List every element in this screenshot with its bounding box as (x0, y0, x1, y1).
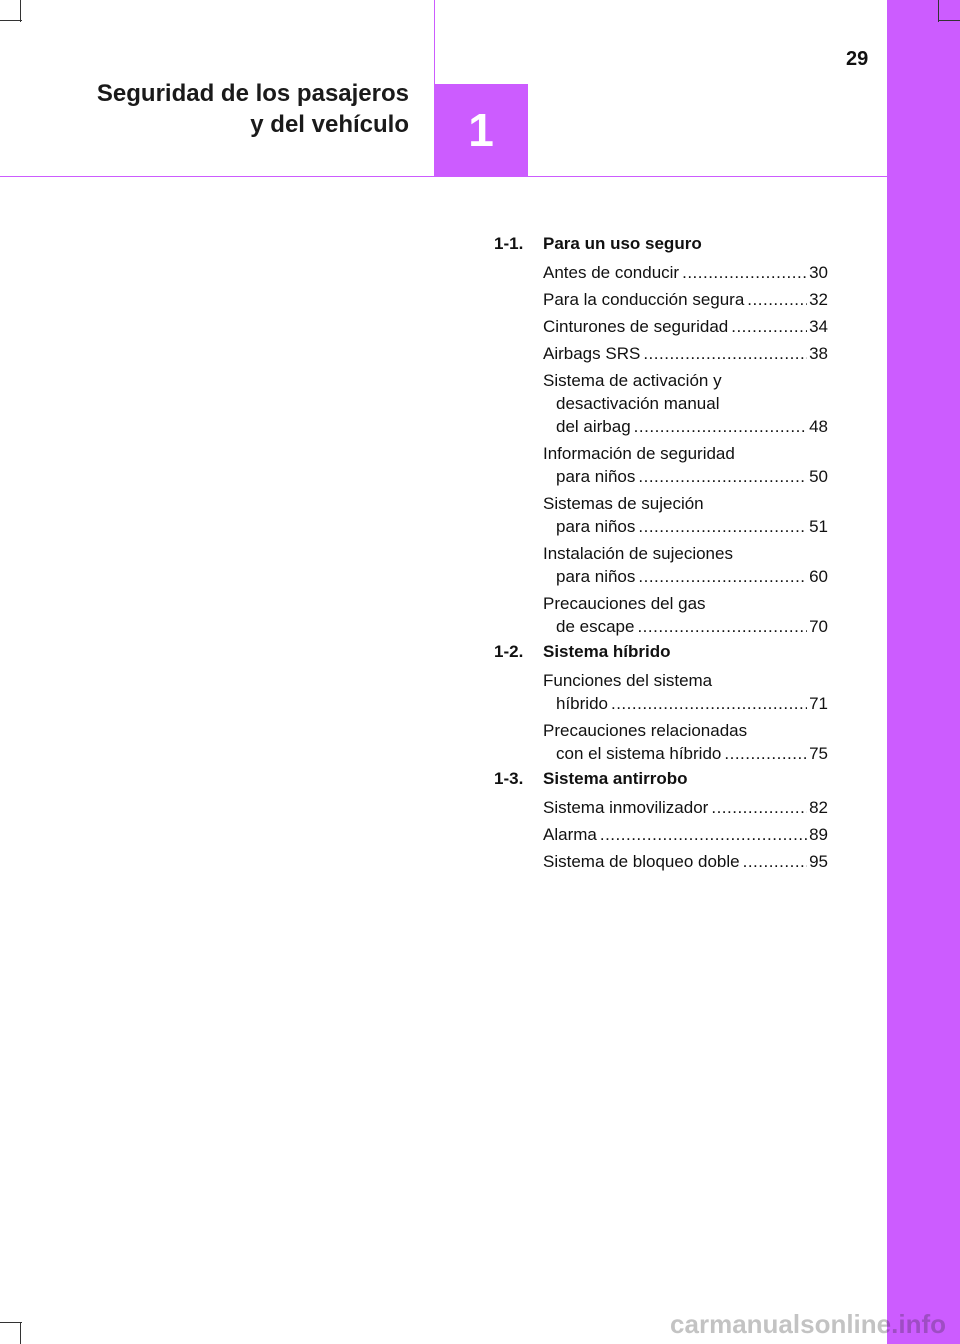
toc-section (494, 642, 828, 765)
toc-entry[interactable] (543, 719, 828, 765)
dot-leader (600, 823, 807, 846)
toc-entry-text: Sistema de activación y (543, 371, 722, 390)
toc-section-number: 1-2. (494, 642, 524, 661)
toc-entry-text: para niños (556, 517, 636, 536)
toc-entry-text: Antes de conducir (543, 263, 680, 282)
toc-entry-line (543, 615, 828, 638)
toc-entry-text: Información de seguridad (543, 444, 735, 463)
toc-entry-text: Alarma (543, 825, 597, 844)
dot-leader (634, 415, 807, 438)
crop-mark (0, 20, 22, 21)
chapter-number-box (434, 84, 528, 176)
header-divider-horizontal (0, 176, 887, 177)
toc-entry-line (543, 342, 828, 365)
toc-page-number: 38 (809, 344, 828, 363)
toc-entry-line (543, 288, 828, 311)
toc-entry-text: Cinturones de seguridad (543, 317, 729, 336)
section-title-line-1: Seguridad de los pasajeros (96, 80, 409, 107)
toc-entry-text: Sistemas de sujeción (543, 494, 704, 513)
toc-entry[interactable] (543, 592, 828, 638)
toc-section-title: Sistema antirrobo (543, 769, 688, 788)
toc-section-number: 1-1. (494, 234, 524, 253)
table-of-contents (494, 234, 828, 877)
toc-entry-line (543, 796, 828, 819)
toc-entry-line (543, 261, 828, 284)
dot-leader (638, 565, 807, 588)
dot-leader (724, 742, 807, 765)
toc-entry[interactable] (543, 796, 828, 819)
chapter-number: 1 (468, 104, 494, 156)
toc-section (494, 234, 828, 638)
toc-entry-text: desactivación manual (556, 394, 720, 413)
crop-mark (938, 0, 939, 22)
toc-page-number: 50 (809, 467, 828, 486)
toc-entry[interactable] (543, 542, 828, 588)
toc-entry-line (543, 850, 828, 873)
chapter-side-tab (887, 0, 960, 1344)
toc-entry-text: Sistema de bloqueo doble (543, 852, 740, 871)
toc-entry-text: Precauciones del gas (543, 594, 706, 613)
crop-mark (938, 20, 960, 21)
dot-leader (611, 692, 807, 715)
dot-leader (743, 850, 807, 873)
crop-mark (20, 0, 21, 22)
toc-entry[interactable] (543, 288, 828, 311)
toc-entry[interactable] (543, 261, 828, 284)
toc-section-heading[interactable] (494, 234, 828, 256)
toc-page-number: 60 (809, 567, 828, 586)
toc-entry[interactable] (543, 850, 828, 873)
crop-mark (20, 1322, 21, 1344)
toc-entry[interactable] (543, 492, 828, 538)
dot-leader (637, 615, 807, 638)
toc-entry-line (543, 823, 828, 846)
page-number: 29 (846, 48, 869, 70)
toc-entry-line (543, 742, 828, 765)
dot-leader (682, 261, 807, 284)
toc-page-number: 51 (809, 517, 828, 536)
dot-leader (643, 342, 807, 365)
toc-section-heading[interactable] (494, 642, 828, 664)
toc-page-number: 34 (809, 317, 828, 336)
toc-entry-line (543, 315, 828, 338)
toc-section-title: Para un uso seguro (543, 234, 702, 253)
toc-entry[interactable] (543, 823, 828, 846)
dot-leader (731, 315, 807, 338)
toc-entry-text: con el sistema híbrido (556, 744, 722, 763)
toc-entry-text: Airbags SRS (543, 344, 641, 363)
dot-leader (638, 465, 807, 488)
dot-leader (711, 796, 807, 819)
toc-section (494, 769, 828, 873)
toc-entry-text: para niños (556, 467, 636, 486)
toc-page-number: 75 (809, 744, 828, 763)
toc-page-number: 32 (809, 290, 828, 309)
toc-page-number: 30 (809, 263, 828, 282)
toc-entry-text: de escape (556, 617, 635, 636)
toc-entry-text: Sistema inmovilizador (543, 798, 709, 817)
section-title (97, 78, 409, 140)
toc-page-number: 70 (809, 617, 828, 636)
toc-page-number: 48 (809, 417, 828, 436)
dot-leader (747, 288, 807, 311)
toc-entry-text: para niños (556, 567, 636, 586)
toc-entry-line (543, 692, 828, 715)
toc-entry-text: Para la conducción segura (543, 290, 745, 309)
toc-section-title: Sistema híbrido (543, 642, 671, 661)
watermark: carmanualsonline.info (670, 1309, 946, 1339)
toc-entry[interactable] (543, 342, 828, 365)
toc-page-number: 95 (809, 852, 828, 871)
toc-entry-line (543, 415, 828, 438)
toc-entry-text: híbrido (556, 694, 608, 713)
toc-entry[interactable] (543, 315, 828, 338)
dot-leader (638, 515, 807, 538)
crop-mark (0, 1322, 22, 1323)
toc-entry[interactable] (543, 669, 828, 715)
toc-page-number: 71 (809, 694, 828, 713)
toc-entry-line (543, 515, 828, 538)
toc-entry-text: Funciones del sistema (543, 671, 713, 690)
toc-entry[interactable] (543, 369, 828, 438)
toc-page-number: 89 (809, 825, 828, 844)
toc-page-number: 82 (809, 798, 828, 817)
toc-entry-text: Precauciones relacionadas (543, 721, 748, 740)
section-title-line-2: y del vehículo (250, 111, 409, 138)
toc-entry-line (543, 565, 828, 588)
toc-entry-text: Instalación de sujeciones (543, 544, 733, 563)
toc-entry-text: del airbag (556, 417, 631, 436)
toc-section-number: 1-3. (494, 769, 524, 788)
toc-entry[interactable] (543, 442, 828, 488)
toc-section-heading[interactable] (494, 769, 828, 791)
toc-entry-line (543, 465, 828, 488)
